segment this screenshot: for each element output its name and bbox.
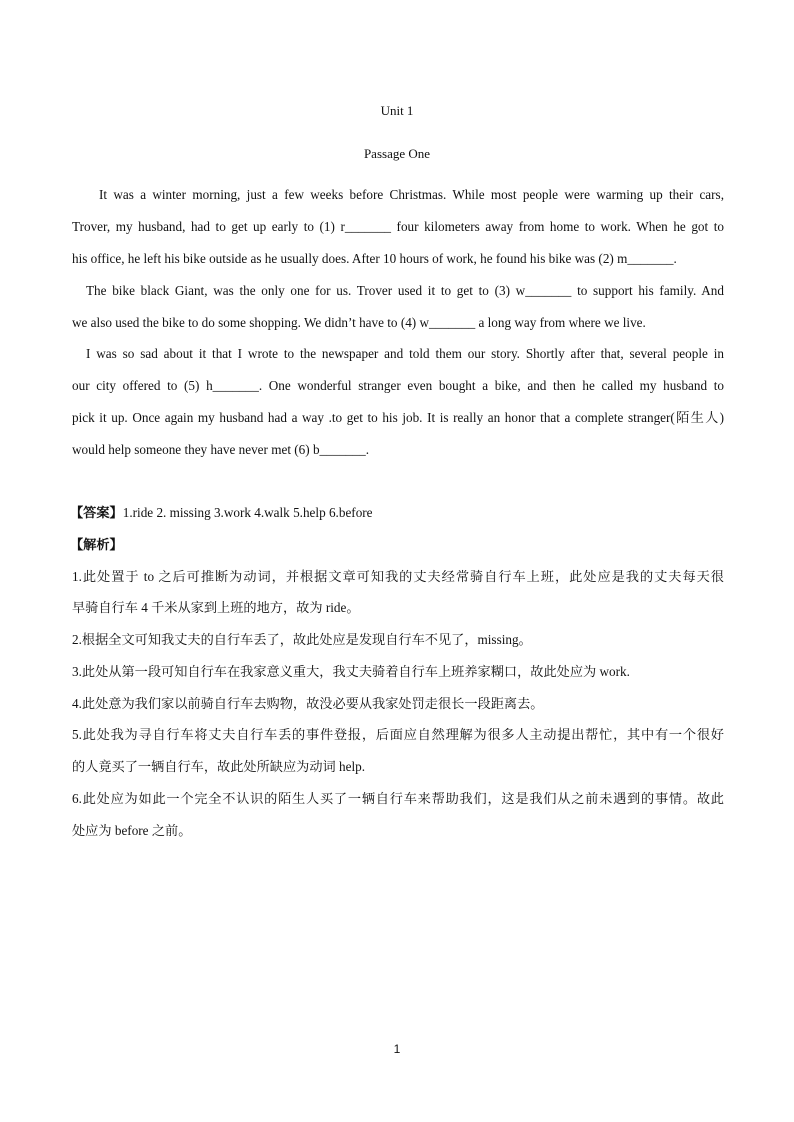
- answer-label: 【答案】: [70, 505, 123, 520]
- answer-text: 1.ride 2. missing 3.work 4.walk 5.help 6.before: [122, 505, 373, 520]
- passage-line: his office, he left his bike outside as he usually does. After 10 hours of work, he found his bike was (2) m_______.: [72, 251, 677, 266]
- passage-line: I was so sad about it that I wrote to the newspaper and told them our story. Shortly after that, several people in: [86, 346, 724, 361]
- unit-title: Unit 1: [380, 103, 414, 118]
- analysis-line: 3.此处从第一段可知自行车在我家意义重大，我丈夫骑着自行车上班养家糊口，故此处应为 work.: [72, 664, 630, 679]
- analysis-heading: [70, 537, 123, 553]
- analysis-line: 1.此处置于 to 之后可推断为动词，并根据文章可知我的丈夫经常骑自行车上班，此处应是我的丈夫每天很: [72, 569, 724, 584]
- passage-line: Trover, my husband, had to get up early to (1) r_______ four kilometers away from home to work. When he got to: [72, 219, 724, 234]
- passage-line: would help someone they have never met (6) b_______.: [72, 442, 370, 457]
- analysis-line: 4.此处意为我们家以前骑自行车去购物，故没必要从我家处罚走很长一段距离去。: [72, 696, 544, 711]
- analysis-line: 6.此处应为如此一个完全不认识的陌生人买了一辆自行车来帮助我们，这是我们从之前未遇到的事情。故此: [72, 791, 724, 806]
- page-number: 1: [393, 1042, 401, 1056]
- answer-section: [70, 505, 373, 521]
- passage-title: Passage One: [363, 146, 431, 161]
- analysis-line: 早骑自行车 4 千米从家到上班的地方，故为 ride。: [72, 600, 360, 615]
- analysis-line: 5.此处我为寻自行车将丈夫自行车丢的事件登报，后面应自然理解为很多人主动提出帮忙，其中有一个很好: [72, 727, 724, 742]
- passage-line: pick it up. Once again my husband had a way .to get to his job. It is really an honor that a complete stranger(陌生人): [72, 410, 724, 425]
- passage-line: It was a winter morning, just a few weeks before Christmas. While most people were warming up their cars,: [99, 187, 724, 202]
- analysis-line: 2.根据全文可知我丈夫的自行车丢了，故此处应是发现自行车不见了，missing。: [72, 632, 532, 647]
- analysis-line: 处应为 before 之前。: [72, 823, 192, 838]
- passage-line: we also used the bike to do some shopping. We didn’t have to (4) w_______ a long way from where we live.: [72, 315, 646, 330]
- analysis-label: 【解析】: [70, 537, 123, 552]
- analysis-line: 的人竟买了一辆自行车，故此处所缺应为动词 help.: [72, 759, 366, 774]
- passage-line: our city offered to (5) h_______. One wonderful stranger even bought a bike, and then he called my husband to: [72, 378, 724, 393]
- passage-line: The bike black Giant, was the only one for us. Trover used it to get to (3) w_______ to support his family. And: [86, 283, 724, 298]
